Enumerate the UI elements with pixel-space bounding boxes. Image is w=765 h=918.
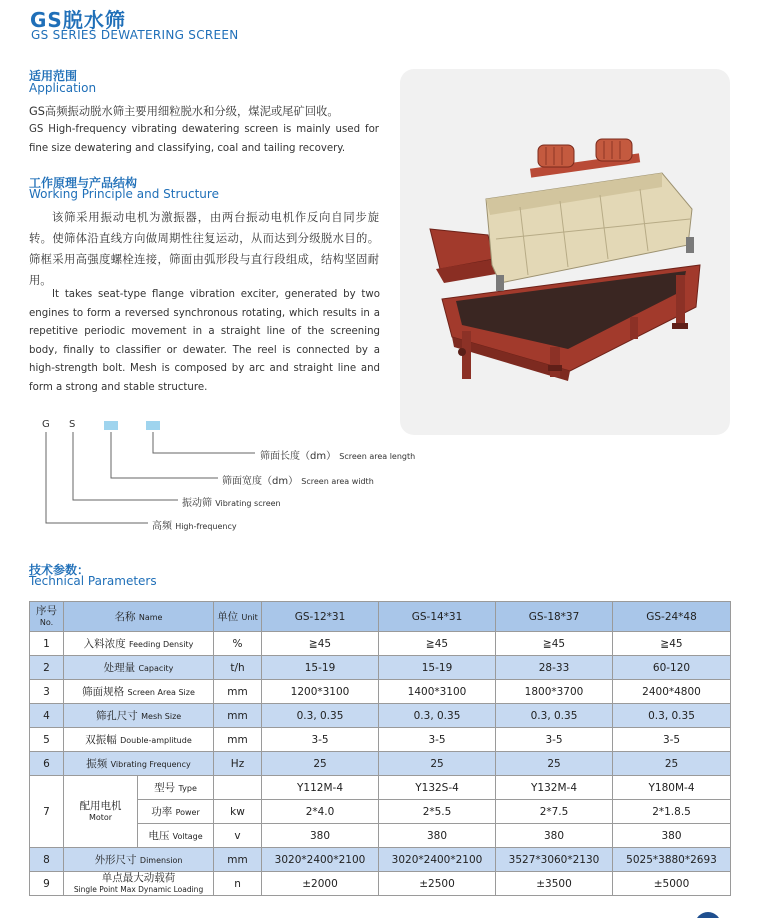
row-value: 28-33: [496, 656, 613, 680]
row-no: 3: [30, 680, 64, 704]
row-name: 单点最大动载荷 Single Point Max Dynamic Loading: [64, 872, 214, 896]
row-unit: mm: [214, 728, 262, 752]
dewatering-screen-illustration: [400, 69, 730, 435]
row-name: 外形尺寸 Dimension: [64, 848, 214, 872]
table-row: [30, 632, 731, 656]
row-no: 2: [30, 656, 64, 680]
code-label-vibrating: 振动筛 Vibrating screen: [182, 498, 281, 509]
application-heading-en: Application: [29, 81, 97, 95]
row-unit: kw: [214, 800, 262, 824]
row-value: ≧45: [613, 632, 731, 656]
table-row-motor-type: [30, 776, 731, 800]
row-no: 8: [30, 848, 64, 872]
row-value: 2*7.5: [496, 800, 613, 824]
row-subname: 功率 Power: [138, 800, 214, 824]
page-title: GS脱水筛: [30, 8, 126, 32]
row-value: 1200*3100: [262, 680, 379, 704]
working-heading-cn: 工作原理与产品结构: [29, 176, 138, 190]
row-value: 1800*3700: [496, 680, 613, 704]
row-value: ≧45: [262, 632, 379, 656]
row-value: ≧45: [496, 632, 613, 656]
row-unit: mm: [214, 680, 262, 704]
working-heading-en: Working Principle and Structure: [29, 187, 219, 201]
header-model: GS-12*31: [262, 602, 379, 632]
page-subtitle: GS SERIES DEWATERING SCREEN: [31, 28, 239, 42]
row-no: 4: [30, 704, 64, 728]
row-value: 380: [262, 824, 379, 848]
working-text-en: It takes seat-type flange vibration exciter, generated by two engines to form a reversed synchronous rotating, which results in a repetitive periodic movement in a straight line of the screening body, finally to classifier or dewater. The reel is connected by a high-strength bolt. Mesh is composed by arc and straight line and form a strong and stable structure.: [29, 289, 380, 393]
row-value: ±3500: [496, 872, 613, 896]
row-name: 双振幅 Double-amplitude: [64, 728, 214, 752]
row-subname: 电压 Voltage: [138, 824, 214, 848]
row-name: 筛孔尺寸 Mesh Size: [64, 704, 214, 728]
row-name: 振频 Vibrating Frequency: [64, 752, 214, 776]
code-letter-s: S: [69, 419, 76, 430]
row-value: 3-5: [613, 728, 731, 752]
row-value: 15-19: [262, 656, 379, 680]
row-value: 2*1.8.5: [613, 800, 731, 824]
row-no: 5: [30, 728, 64, 752]
table-row: [30, 872, 731, 896]
code-label-length: 筛面长度（dm） Screen area length: [260, 451, 416, 462]
tech-heading-cn: 技术参数：: [29, 563, 90, 577]
code-box-length: [146, 421, 160, 430]
row-value: 3527*3060*2130: [496, 848, 613, 872]
row-name: 筛面规格 Screen Area Size: [64, 680, 214, 704]
header-no: 序号 No.: [30, 602, 64, 632]
row-value: 5025*3880*2693: [613, 848, 731, 872]
row-name: 处理量 Capacity: [64, 656, 214, 680]
row-unit: %: [214, 632, 262, 656]
row-value: 25: [262, 752, 379, 776]
technical-parameters-table: [29, 601, 731, 896]
table-row: [30, 848, 731, 872]
application-text-en: GS High-frequency vibrating dewatering screen is mainly used for fine size dewatering and classifying, coal and tailing recovery.: [29, 124, 379, 154]
product-photo: [400, 69, 730, 435]
row-value: Y132M-4: [496, 776, 613, 800]
table-header-row: [30, 602, 731, 632]
header-unit: 单位 Unit: [214, 602, 262, 632]
header-model: GS-14*31: [379, 602, 496, 632]
row-value: 3-5: [262, 728, 379, 752]
row-unit: t/h: [214, 656, 262, 680]
motor-group-name: 配用电机 Motor: [64, 776, 138, 848]
table-row: [30, 680, 731, 704]
row-value: Y132S-4: [379, 776, 496, 800]
row-unit: mm: [214, 704, 262, 728]
row-value: 2*4.0: [262, 800, 379, 824]
code-label-high-frequency: 高频 High-frequency: [152, 521, 237, 532]
row-value: 2*5.5: [379, 800, 496, 824]
row-no: 7: [30, 776, 64, 848]
header-name: 名称 Name: [64, 602, 214, 632]
row-value: 60-120: [613, 656, 731, 680]
row-value: ±5000: [613, 872, 731, 896]
row-value: 380: [496, 824, 613, 848]
application-heading-cn: 适用范围: [29, 69, 78, 83]
row-value: ≧45: [379, 632, 496, 656]
row-value: 25: [496, 752, 613, 776]
row-unit: n: [214, 872, 262, 896]
working-text-cn: 该筛采用振动电机为激振器，由两台振动电机作反向自同步旋转。使筛体沿直线方向做周期性往复运动，从而达到分级脱水目的。筛框采用高强度螺栓连接，筛面由弧形段与直行段组成，结构坚固耐用。: [29, 211, 379, 287]
row-value: 0.3, 0.35: [379, 704, 496, 728]
table-row: [30, 752, 731, 776]
row-unit: [214, 776, 262, 800]
row-value: 3-5: [496, 728, 613, 752]
table-row: [30, 704, 731, 728]
row-value: 380: [379, 824, 496, 848]
row-value: 0.3, 0.35: [613, 704, 731, 728]
row-name: 入料浓度 Feeding Density: [64, 632, 214, 656]
table-row: [30, 656, 731, 680]
row-value: 380: [613, 824, 731, 848]
row-value: 0.3, 0.35: [262, 704, 379, 728]
row-unit: mm: [214, 848, 262, 872]
header-model: GS-24*48: [613, 602, 731, 632]
row-value: ±2500: [379, 872, 496, 896]
code-letter-g: G: [42, 419, 50, 430]
row-no: 1: [30, 632, 64, 656]
row-value: 15-19: [379, 656, 496, 680]
header-model: GS-18*37: [496, 602, 613, 632]
application-text-cn: GS高频振动脱水筛主要用细粒脱水和分级，煤泥或尾矿回收。: [29, 105, 339, 118]
page-corner-badge: [695, 912, 721, 918]
table-row: [30, 728, 731, 752]
row-value: 3020*2400*2100: [262, 848, 379, 872]
tech-heading-en: Technical Parameters: [29, 574, 157, 588]
row-value: 1400*3100: [379, 680, 496, 704]
code-label-width: 筛面宽度（dm） Screen area width: [222, 476, 374, 487]
row-value: Y180M-4: [613, 776, 731, 800]
row-value: 0.3, 0.35: [496, 704, 613, 728]
row-value: 2400*4800: [613, 680, 731, 704]
code-box-width: [104, 421, 118, 430]
row-subname: 型号 Type: [138, 776, 214, 800]
row-value: ±2000: [262, 872, 379, 896]
row-unit: Hz: [214, 752, 262, 776]
row-value: 25: [379, 752, 496, 776]
row-value: Y112M-4: [262, 776, 379, 800]
row-value: 3020*2400*2100: [379, 848, 496, 872]
row-value: 3-5: [379, 728, 496, 752]
row-no: 6: [30, 752, 64, 776]
row-unit: v: [214, 824, 262, 848]
row-no: 9: [30, 872, 64, 896]
row-value: 25: [613, 752, 731, 776]
